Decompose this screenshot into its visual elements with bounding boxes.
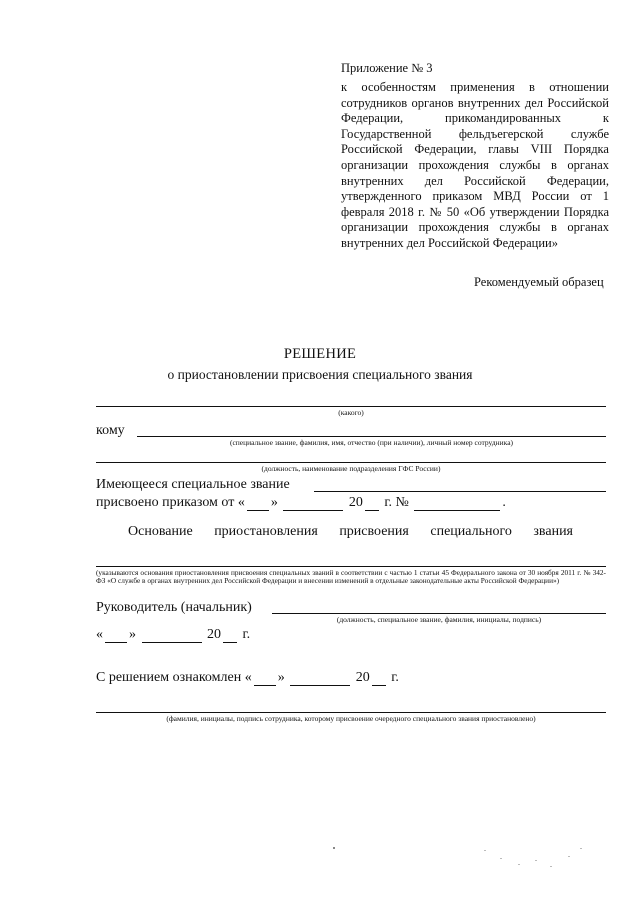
ack-day-field[interactable] <box>254 671 276 686</box>
grounds-word: Основание <box>128 524 193 539</box>
order-number-field[interactable] <box>414 496 500 511</box>
date-month-field[interactable] <box>142 628 202 643</box>
date-suffix: г. <box>242 627 251 642</box>
position-caption: (должность, наименование подразделения ГФС России) <box>261 464 441 473</box>
document-subtitle: о приостановлении присвоения специального звания <box>167 367 473 382</box>
person-line[interactable] <box>137 436 606 437</box>
recommended-sample-label: Рекомендуемый образец <box>474 275 604 289</box>
grounds-caption: (указываются основания приостановления присвоения специальных званий в соответствии с частью 1 статьи 45 Федерального закона от 30 ноября 2011 г. № 342-ФЗ «О службе в органах внутренних дел Российской Федерации и внесении изменений в отдельные законодательные акты Российской Федерации») <box>96 568 606 586</box>
grounds-line[interactable] <box>96 566 606 567</box>
employee-caption: (фамилия, инициалы, подпись сотрудника, которому присвоение очередного специального звания приостановлено) <box>166 714 536 723</box>
scan-dot <box>333 847 335 849</box>
order-line <box>96 495 506 511</box>
date-close: » <box>129 627 136 642</box>
position-line[interactable] <box>96 462 606 463</box>
which-caption: (какого) <box>338 408 364 417</box>
grounds-word: присвоения <box>339 524 409 539</box>
employee-line[interactable] <box>96 712 606 713</box>
ack-year-field[interactable] <box>372 671 386 686</box>
ack-close: » <box>277 670 285 685</box>
ack-month-field[interactable] <box>290 671 350 686</box>
date-day-field[interactable] <box>105 628 127 643</box>
grounds-word: специального <box>430 524 512 539</box>
order-month-field[interactable] <box>283 496 343 511</box>
rank-line[interactable] <box>314 491 606 492</box>
order-year: 20 <box>348 495 363 510</box>
document-title: РЕШЕНИЕ <box>283 346 357 362</box>
date-year-field[interactable] <box>223 628 237 643</box>
ack-year: 20 <box>355 670 370 685</box>
which-line[interactable] <box>96 406 606 407</box>
head-label: Руководитель (начальник) <box>96 600 252 615</box>
appendix-title: Приложение № 3 <box>341 61 433 75</box>
date-line <box>96 627 250 643</box>
to-label: кому <box>96 423 125 438</box>
order-day-field[interactable] <box>247 496 269 511</box>
head-line[interactable] <box>272 613 606 614</box>
date-year: 20 <box>207 627 221 642</box>
ack-suffix: г. <box>391 670 399 685</box>
grounds-word: звания <box>533 524 573 539</box>
head-caption: (должность, специальное звание, фамилия, инициалы, подпись) <box>336 615 542 624</box>
grounds-heading <box>128 524 573 540</box>
scan-specks <box>480 846 590 876</box>
rank-label: Имеющееся специальное звание <box>96 477 290 492</box>
order-number-label: г. № <box>384 495 409 510</box>
person-caption: (специальное звание, фамилия, имя, отчество (при наличии), личный номер сотрудника) <box>229 438 514 447</box>
date-open: « <box>96 627 103 642</box>
ack-line <box>96 670 399 686</box>
order-prefix: присвоено приказом от « <box>96 495 245 510</box>
order-end: . <box>502 495 506 510</box>
grounds-word: приостановления <box>214 524 318 539</box>
appendix-body: к особенностям применения в отношении сотрудников органов внутренних дел Российской Федерации, прикомандированных к Государственной фельдъегерской службе Российской Федерации, главы VIII Порядка организации прохождения службы в органах внутренних дел Российской Федерации, утвержденного приказом МВД России от 1 февраля 2018 г. № 50 «Об утверждении Порядка организации прохождения службы в органах внутренних дел Российской Федерации» <box>341 80 609 250</box>
order-year-field[interactable] <box>365 496 379 511</box>
order-mid: » <box>270 495 278 510</box>
ack-label: С решением ознакомлен « <box>96 670 252 685</box>
